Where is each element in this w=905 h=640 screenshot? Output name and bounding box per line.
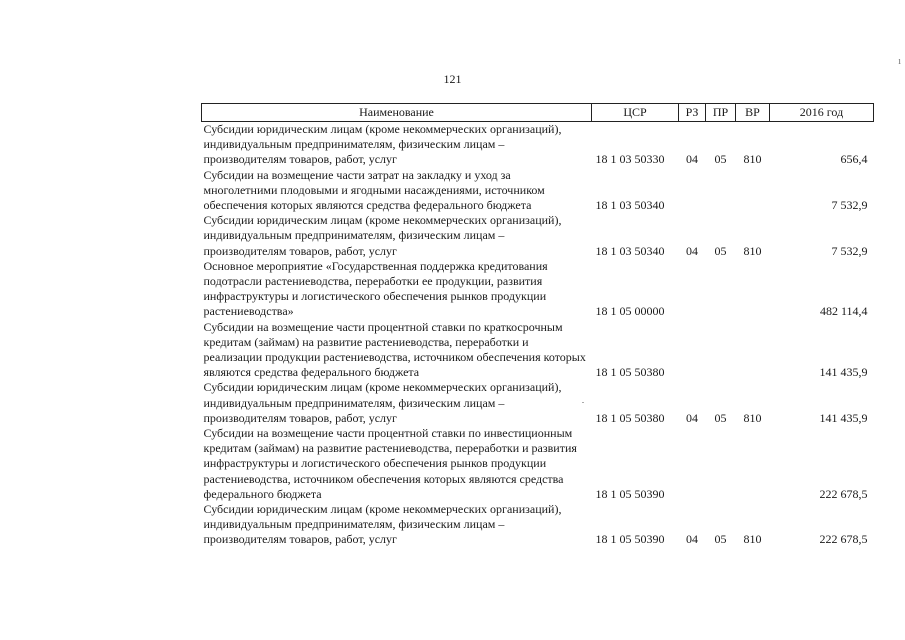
table-row bbox=[202, 213, 874, 259]
row-csr: 18 1 03 50330 bbox=[595, 152, 665, 167]
row-amount: 222 678,5 bbox=[819, 532, 868, 547]
row-name: Субсидии на возмещение части процентной ставки по инвестиционным кредитам (займам) на развитие растениеводства, переработки и развития инфраструктуры и логистического обеспечения рынков продукции растениеводства, источником обеспечения которых являются средства федерального бюджета bbox=[203, 426, 577, 501]
row-pr: 05 bbox=[714, 532, 727, 547]
row-amount: 656,4 bbox=[840, 152, 868, 167]
table-row bbox=[202, 320, 874, 381]
row-amount: 141 435,9 bbox=[819, 365, 868, 380]
row-name: Субсидии юридическим лицам (кроме некоммерческих организаций), индивидуальным предпринимателям, физическим лицам – производителям товаров, работ, услуг bbox=[203, 380, 562, 425]
table-row bbox=[202, 259, 874, 320]
row-amount: 7 532,9 bbox=[831, 198, 868, 213]
row-csr: 18 1 03 50340 bbox=[595, 243, 665, 258]
row-csr: 18 1 05 50380 bbox=[595, 365, 665, 380]
row-vr: 810 bbox=[743, 152, 762, 167]
row-name: Основное мероприятие «Государственная поддержка кредитования подотрасли растениеводства, переработки ее продукции, развития инфраструктуры и логистического обеспечения рынков продукции растениеводства» bbox=[203, 258, 548, 319]
header-pr: ПР bbox=[706, 104, 736, 122]
row-rz: 04 bbox=[686, 532, 698, 547]
row-name: Субсидии юридическим лицам (кроме некоммерческих организаций), индивидуальным предпринимателям, физическим лицам – производителям товаров, работ, услуг bbox=[203, 122, 562, 167]
header-year: 2016 год bbox=[770, 104, 874, 122]
table-header-row bbox=[202, 104, 874, 122]
row-vr bbox=[736, 426, 770, 502]
row-rz bbox=[679, 168, 706, 214]
header-csr: ЦСР bbox=[592, 104, 679, 122]
table-row bbox=[202, 426, 874, 502]
row-amount: 222 678,5 bbox=[819, 486, 868, 501]
table-row bbox=[202, 122, 874, 168]
row-csr: 18 1 05 50380 bbox=[595, 410, 665, 425]
row-rz: 04 bbox=[686, 243, 698, 258]
row-vr: 810 bbox=[743, 410, 762, 425]
row-pr: 05 bbox=[714, 152, 727, 167]
row-csr: 18 1 05 00000 bbox=[595, 304, 665, 319]
row-vr: 810 bbox=[743, 532, 762, 547]
row-rz: 04 bbox=[686, 410, 698, 425]
row-csr: 18 1 05 50390 bbox=[595, 532, 665, 547]
row-vr: 810 bbox=[743, 243, 762, 258]
row-pr bbox=[706, 320, 736, 381]
row-pr: 05 bbox=[714, 243, 727, 258]
row-amount: 7 532,9 bbox=[831, 243, 868, 258]
row-pr bbox=[706, 259, 736, 320]
row-name: Субсидии на возмещение части процентной ставки по краткосрочным кредитам (займам) на развитие растениеводства, переработки и реализации продукции растениеводства, источником обеспечения которых являются средства федерального бюджета bbox=[203, 319, 586, 380]
row-pr: 05 bbox=[714, 410, 727, 425]
header-name: Наименование bbox=[202, 104, 592, 122]
row-vr bbox=[736, 259, 770, 320]
header-vr: ВР bbox=[736, 104, 770, 122]
budget-table bbox=[201, 103, 874, 548]
page-number: 121 bbox=[443, 72, 462, 86]
row-amount: 482 114,4 bbox=[819, 304, 868, 319]
row-csr: 18 1 03 50340 bbox=[595, 198, 665, 213]
row-name: Субсидии на возмещение части затрат на закладку и уход за многолетними плодовыми и ягодными насаждениями, источником обеспечения которых являются средства федерального бюджета bbox=[203, 167, 545, 213]
row-name: Субсидии юридическим лицам (кроме некоммерческих организаций), индивидуальным предпринимателям, физическим лицам – производителям товаров, работ, услуг bbox=[203, 213, 562, 258]
row-amount: 141 435,9 bbox=[819, 410, 868, 425]
row-vr bbox=[736, 168, 770, 214]
table-row bbox=[202, 380, 874, 426]
row-rz: 04 bbox=[686, 152, 698, 167]
row-csr: 18 1 05 50390 bbox=[595, 486, 665, 501]
header-rz: РЗ bbox=[679, 104, 706, 122]
row-rz bbox=[679, 259, 706, 320]
row-pr bbox=[706, 426, 736, 502]
row-vr bbox=[736, 320, 770, 381]
edge-mark: ı bbox=[898, 56, 901, 67]
row-rz bbox=[679, 426, 706, 502]
row-pr bbox=[706, 168, 736, 214]
table-row bbox=[202, 168, 874, 214]
row-name: Субсидии юридическим лицам (кроме некоммерческих организаций), индивидуальным предпринимателям, физическим лицам – производителям товаров, работ, услуг bbox=[203, 502, 562, 547]
table-row bbox=[202, 502, 874, 548]
row-rz bbox=[679, 320, 706, 381]
